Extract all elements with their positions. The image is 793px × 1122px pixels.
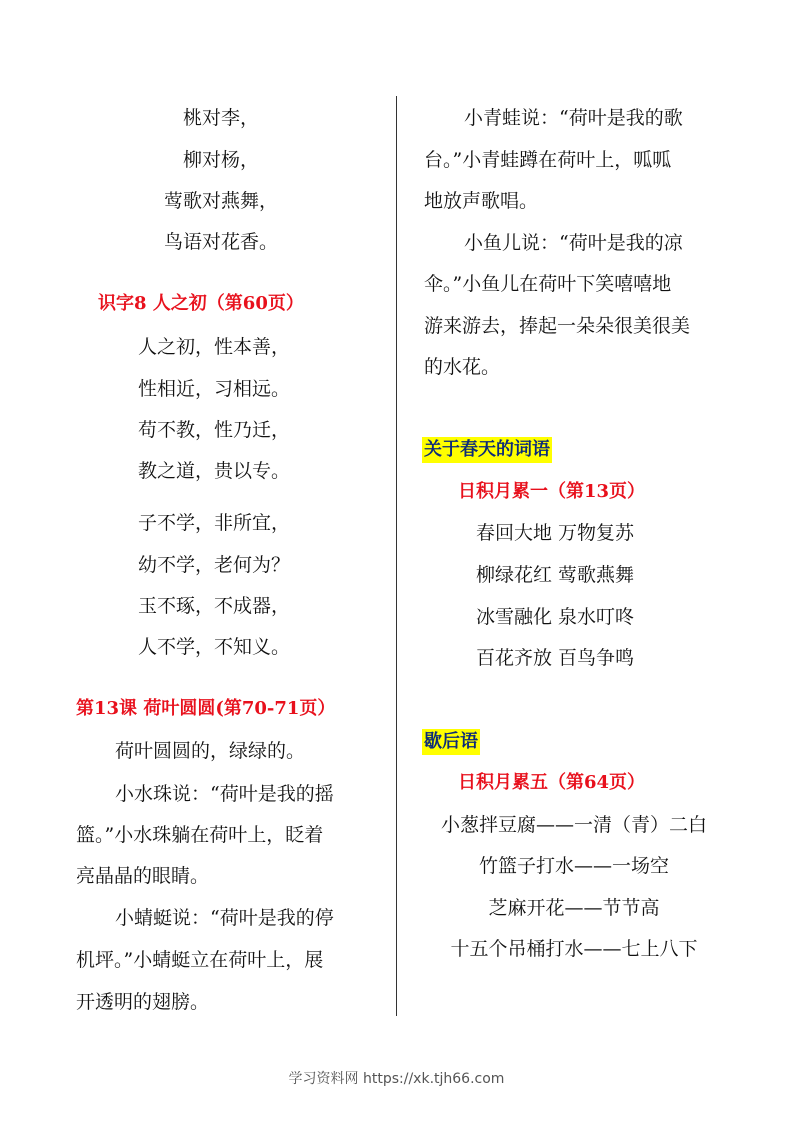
idiom-line: 百花齐放 百鸟争鸣 [476,647,635,669]
xiehouyu-line: 芝麻开花——节节高 [488,897,660,919]
text-line: 机坪。”小蜻蜓立在荷叶上，展 [76,949,324,971]
text-line: 游来游去，捧起一朵朵很美很美 [424,315,691,337]
poem-line: 玉不琢，不成器， [138,595,291,617]
text-line: 小鱼儿说：“荷叶是我的凉 [464,232,683,254]
idiom-line: 春回大地 万物复苏 [476,522,635,544]
text-line: 荷叶圆圆的，绿绿的。 [115,740,306,762]
text-line: 小水珠说：“荷叶是我的摇 [115,783,334,805]
poem-line: 人不学，不知义。 [138,636,291,658]
idiom-line: 冰雪融化 泉水叮咚 [476,606,635,628]
xiehouyu-line: 竹篮子打水——一场空 [478,855,669,877]
section-title-xiehouyu: 歇后语 [422,729,480,755]
idiom-line: 柳绿花红 莺歌燕舞 [476,564,635,586]
text-line: 小青蛙说：“荷叶是我的歌 [464,107,683,129]
text-line: 地放声歌唱。 [424,190,539,212]
poem-line: 柳对杨， [182,149,259,171]
section-title-spring: 关于春天的词语 [422,437,552,463]
poem-line: 鸟语对花香。 [163,231,278,253]
poem-line: 教之道，贵以专。 [138,460,291,482]
footer-watermark: 学习资料网 https://xk.tjh66.com [288,1071,505,1087]
poem-line: 性相近，习相远。 [138,378,291,400]
xiehouyu-line: 小葱拌豆腐——一清（青）二白 [440,814,707,836]
subsection-title-xiehouyu: 日积月累五（第64页） [458,772,646,793]
section-title-renzhichu: 识字8 人之初（第60页） [98,293,304,314]
text-line: 小蜻蜓说：“荷叶是我的停 [115,907,334,929]
text-line: 台。”小青蛙蹲在荷叶上，呱呱 [424,149,672,171]
column-divider [396,96,397,1016]
poem-line: 桃对李， [182,107,259,129]
poem-line: 人之初，性本善， [138,336,291,358]
text-line: 伞。”小鱼儿在荷叶下笑嘻嘻地 [424,273,672,295]
subsection-title-spring: 日积月累一（第13页） [458,481,646,502]
text-line: 开透明的翅膀。 [76,991,210,1013]
xiehouyu-line: 十五个吊桶打水——七上八下 [450,938,698,960]
text-line: 篮。”小水珠躺在荷叶上，眨着 [76,824,324,846]
poem-line: 莺歌对燕舞， [163,190,278,212]
poem-line: 苟不教，性乃迁， [138,419,291,441]
poem-line: 幼不学，老何为？ [138,554,291,576]
poem-line: 子不学，非所宜， [138,512,291,534]
text-line: 亮晶晶的眼睛。 [76,865,210,887]
section-title-heyeyuanyuan: 第13课 荷叶圆圆(第70-71页） [76,698,336,719]
text-line: 的水花。 [424,356,501,378]
